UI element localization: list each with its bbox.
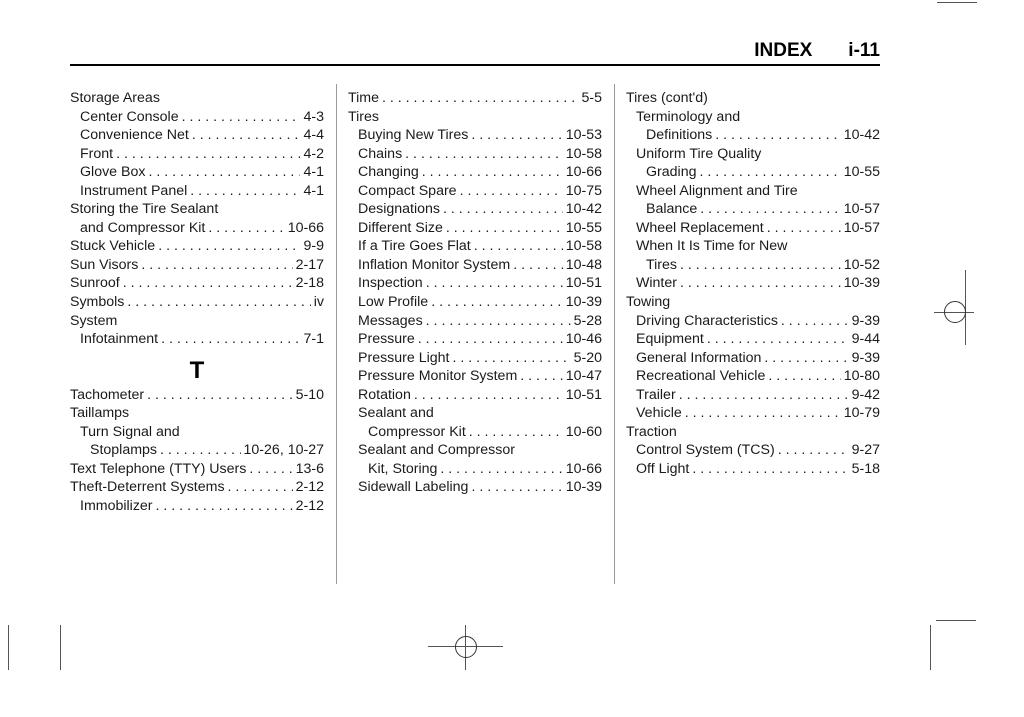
page-ref: 10-79 <box>843 405 880 422</box>
dot-leader <box>426 274 563 293</box>
entry-text: Off Light <box>636 460 690 477</box>
entry-text: Immobilizer <box>80 497 153 514</box>
page-ref: 7-1 <box>303 331 324 348</box>
page-ref: 10-53 <box>565 127 602 144</box>
index-entry <box>626 423 880 442</box>
dot-leader <box>160 441 241 460</box>
dot-leader <box>474 237 563 256</box>
entry-text: Stoplamps <box>90 442 158 459</box>
dot-leader <box>148 163 300 182</box>
dot-leader <box>513 256 563 275</box>
entry-text: Pressure Monitor System <box>358 368 518 385</box>
page-ref: 2-12 <box>295 497 324 514</box>
entry-text: Pressure <box>358 331 415 348</box>
column-divider <box>614 84 615 584</box>
entry-text: When It Is Time for New <box>636 238 788 255</box>
index-entry <box>70 330 324 349</box>
entry-text: Compact Spare <box>358 182 457 199</box>
dot-leader <box>426 312 571 331</box>
dot-leader <box>127 293 310 312</box>
dot-leader <box>192 126 301 145</box>
page-ref: 4-3 <box>303 108 324 125</box>
entry-text: Designations <box>358 201 441 218</box>
dot-leader <box>460 182 563 201</box>
index-entry <box>626 200 880 219</box>
page-ref: 5-5 <box>581 90 602 106</box>
dot-leader <box>707 330 849 349</box>
dot-leader <box>452 349 570 368</box>
page-ref: 9-44 <box>851 331 880 348</box>
dot-leader <box>446 219 563 238</box>
index-title: INDEX <box>754 40 813 61</box>
entry-text: Uniform Tire Quality <box>636 145 762 162</box>
index-entry <box>70 163 324 182</box>
dot-leader <box>382 89 578 108</box>
dot-leader <box>208 219 284 238</box>
dot-leader <box>471 478 562 497</box>
entry-text: Convenience Net <box>80 127 189 144</box>
page-ref: 10-42 <box>565 201 602 218</box>
page-ref: 4-4 <box>303 127 324 144</box>
index-entry <box>348 163 602 182</box>
entry-text: Storage Areas <box>70 90 160 106</box>
section-letter: T <box>189 356 205 384</box>
entry-text: Traction <box>626 423 677 440</box>
page-ref: 9-42 <box>851 386 880 403</box>
entry-text: Equipment <box>636 331 704 348</box>
page-ref: 10-75 <box>565 182 602 199</box>
page-ref: 10-57 <box>843 219 880 236</box>
dot-leader <box>158 237 300 256</box>
page-ref: 10-39 <box>565 479 602 496</box>
entry-text: Tires <box>348 108 380 125</box>
index-entry <box>626 108 880 127</box>
page-ref: 10-66 <box>565 460 602 477</box>
entry-text: Text Telephone (TTY) Users <box>70 460 247 477</box>
index-entry <box>70 182 324 201</box>
index-entry <box>348 423 602 442</box>
dot-leader <box>405 145 563 164</box>
entry-text: Infotainment <box>80 331 159 348</box>
page-ref: 5-28 <box>573 312 602 329</box>
index-entry <box>348 200 602 219</box>
entry-text: Wheel Replacement <box>636 219 764 236</box>
entry-text: Front <box>80 145 114 162</box>
index-entry <box>348 441 602 460</box>
page-ref: 10-46 <box>565 331 602 348</box>
page-ref: 10-66 <box>287 219 324 236</box>
index-entry <box>626 163 880 182</box>
index-entry <box>626 274 880 293</box>
index-entry <box>70 108 324 127</box>
entry-text: Low Profile <box>358 294 429 311</box>
index-entry <box>626 386 880 405</box>
page-ref: 10-58 <box>565 145 602 162</box>
entry-text: Buying New Tires <box>358 127 469 144</box>
index-entry <box>70 312 324 331</box>
page-ref: 10-57 <box>843 201 880 218</box>
index-entry <box>70 423 324 442</box>
page-ref: 10-48 <box>565 256 602 273</box>
page-ref: 9-39 <box>851 349 880 366</box>
dot-leader <box>767 219 841 238</box>
page-ref: 4-1 <box>303 182 324 199</box>
index-entry <box>348 312 602 331</box>
index-entry <box>70 441 324 460</box>
index-entry <box>348 237 602 256</box>
entry-text: Sunroof <box>70 275 120 292</box>
index-entry <box>348 367 602 386</box>
entry-text: Tires (cont'd) <box>626 90 708 106</box>
index-entry <box>70 89 324 108</box>
index-entry <box>348 126 602 145</box>
index-entry <box>626 330 880 349</box>
index-entry <box>70 460 324 479</box>
entry-text: Balance <box>646 201 698 218</box>
page-ref: 10-51 <box>565 275 602 292</box>
index-entry <box>348 330 602 349</box>
entry-text: Definitions <box>646 127 713 144</box>
dot-leader <box>680 274 841 293</box>
page-ref: 4-1 <box>303 164 324 181</box>
dot-leader <box>182 108 301 127</box>
index-entry <box>70 497 324 516</box>
dot-leader <box>685 404 841 423</box>
page-ref: 10-66 <box>565 164 602 181</box>
entry-text: Driving Characteristics <box>636 312 778 329</box>
page-ref: 10-52 <box>843 256 880 273</box>
dot-leader <box>116 145 300 164</box>
page-ref: iv <box>313 294 324 311</box>
index-entry <box>626 441 880 460</box>
index-entry <box>348 145 602 164</box>
entry-text: Changing <box>358 164 419 181</box>
entry-text: and Compressor Kit <box>80 219 206 236</box>
index-entry <box>348 274 602 293</box>
entry-text: Symbols <box>70 294 125 311</box>
index-entry <box>70 293 324 312</box>
index-entry <box>626 404 880 423</box>
entry-text: Sun Visors <box>70 256 139 273</box>
index-entry <box>70 219 324 238</box>
index-entry <box>70 386 324 405</box>
index-entry <box>348 219 602 238</box>
entry-text: Wheel Alignment and Tire <box>636 182 798 199</box>
page-ref: 5-18 <box>851 460 880 477</box>
dot-leader <box>249 460 292 479</box>
entry-text: Trailer <box>636 386 676 403</box>
index-entry <box>348 108 602 127</box>
index-entry <box>626 89 880 108</box>
dot-leader <box>680 256 841 275</box>
index-entry <box>348 478 602 497</box>
page-ref: 13-6 <box>295 460 324 477</box>
entry-text: Towing <box>626 294 671 311</box>
index-column-2 <box>348 89 602 497</box>
entry-text: Kit, Storing <box>368 460 438 477</box>
index-entry <box>348 460 602 479</box>
page-ref: 9-27 <box>851 442 880 459</box>
index-column-1 <box>70 89 324 515</box>
index-entry <box>626 256 880 275</box>
entry-text: Theft-Deterrent Systems <box>70 479 225 496</box>
index-entry <box>626 145 880 164</box>
page-ref: 10-47 <box>565 368 602 385</box>
page-ref: 10-39 <box>565 294 602 311</box>
dot-leader <box>700 200 840 219</box>
dot-leader <box>228 478 293 497</box>
dot-leader <box>414 386 563 405</box>
dot-leader <box>679 386 849 405</box>
entry-text: Winter <box>636 275 677 292</box>
page-ref: 5-10 <box>295 386 324 403</box>
index-entry <box>626 237 880 256</box>
page-ref: 10-58 <box>565 238 602 255</box>
page-ref: 10-55 <box>843 164 880 181</box>
index-entry <box>348 293 602 312</box>
dot-leader <box>422 163 563 182</box>
dot-leader <box>699 163 840 182</box>
entry-text: Sidewall Labeling <box>358 479 469 496</box>
page-ref: 2-17 <box>295 256 324 273</box>
entry-text: Center Console <box>80 108 179 125</box>
dot-leader <box>161 330 300 349</box>
index-entry <box>348 349 602 368</box>
index-entry <box>626 182 880 201</box>
dot-leader <box>147 386 292 405</box>
entry-text: General Information <box>636 349 762 366</box>
entry-text: Rotation <box>358 386 411 403</box>
entry-text: Taillamps <box>70 405 130 422</box>
page-ref: 9-39 <box>851 312 880 329</box>
entry-text: Inspection <box>358 275 423 292</box>
index-entry <box>70 256 324 275</box>
page-ref: 9-9 <box>303 238 324 255</box>
page-ref: 10-51 <box>565 386 602 403</box>
entry-text: Tachometer <box>70 386 145 403</box>
entry-text: Messages <box>358 312 423 329</box>
entry-text: Tires <box>646 256 678 273</box>
index-entry <box>626 219 880 238</box>
page-ref: 2-18 <box>295 275 324 292</box>
entry-text: Storing the Tire Sealant <box>70 201 219 218</box>
page-ref: 10-42 <box>843 127 880 144</box>
index-entry <box>348 182 602 201</box>
dot-leader <box>471 126 562 145</box>
dot-leader <box>431 293 563 312</box>
dot-leader <box>469 423 563 442</box>
page-number: i-11 <box>848 40 880 61</box>
entry-text: Recreational Vehicle <box>636 368 766 385</box>
dot-leader <box>768 367 840 386</box>
page-ref: 10-39 <box>843 275 880 292</box>
page-ref: 2-12 <box>295 479 324 496</box>
dot-leader <box>520 367 562 386</box>
entry-text: Inflation Monitor System <box>358 256 511 273</box>
index-entry <box>70 404 324 423</box>
entry-text: Time <box>348 90 380 106</box>
dot-leader <box>778 441 849 460</box>
entry-text: System <box>70 312 118 329</box>
page-ref: 10-80 <box>843 368 880 385</box>
page-ref: 10-55 <box>565 219 602 236</box>
entry-text: Compressor Kit <box>368 423 466 440</box>
index-entry <box>626 349 880 368</box>
entry-text: Chains <box>358 145 403 162</box>
index-entry <box>626 126 880 145</box>
entry-text: Glove Box <box>80 164 146 181</box>
index-entry <box>626 293 880 312</box>
dot-leader <box>141 256 292 275</box>
entry-text: Sealant and Compressor <box>358 442 515 459</box>
entry-text: Pressure Light <box>358 349 450 366</box>
index-entry <box>70 274 324 293</box>
entry-text: Terminology and <box>636 108 741 125</box>
index-entry <box>70 237 324 256</box>
page-ref: 10-26, 10-27 <box>243 442 324 459</box>
index-entry <box>70 478 324 497</box>
index-entry <box>626 312 880 331</box>
index-entry <box>70 126 324 145</box>
header-text <box>754 40 880 62</box>
page-ref: 10-60 <box>565 423 602 440</box>
entry-text: Vehicle <box>636 405 682 422</box>
dot-leader <box>190 182 300 201</box>
index-entry <box>70 200 324 219</box>
entry-text: Sealant and <box>358 405 434 422</box>
dot-leader <box>443 200 563 219</box>
entry-text: Control System (TCS) <box>636 442 775 459</box>
index-entry <box>626 460 880 479</box>
dot-leader <box>123 274 293 293</box>
index-entry <box>70 145 324 164</box>
dot-leader <box>781 312 849 331</box>
entry-text: Turn Signal and <box>80 423 180 440</box>
dot-leader <box>440 460 562 479</box>
column-divider <box>336 84 337 584</box>
entry-text: Grading <box>646 164 697 181</box>
index-entry <box>626 367 880 386</box>
index-column-3 <box>626 89 880 478</box>
dot-leader <box>156 497 293 516</box>
dot-leader <box>715 126 840 145</box>
index-entry <box>348 404 602 423</box>
entry-text: Instrument Panel <box>80 182 188 199</box>
dot-leader <box>764 349 848 368</box>
entry-text: Stuck Vehicle <box>70 238 156 255</box>
dot-leader <box>418 330 563 349</box>
index-entry <box>348 89 602 108</box>
page-ref: 4-2 <box>303 145 324 162</box>
index-entry <box>348 256 602 275</box>
dot-leader <box>692 460 848 479</box>
index-entry <box>348 386 602 405</box>
entry-text: If a Tire Goes Flat <box>358 238 471 255</box>
page-header <box>70 38 880 66</box>
entry-text: Different Size <box>358 219 443 236</box>
page-ref: 5-20 <box>573 349 602 366</box>
